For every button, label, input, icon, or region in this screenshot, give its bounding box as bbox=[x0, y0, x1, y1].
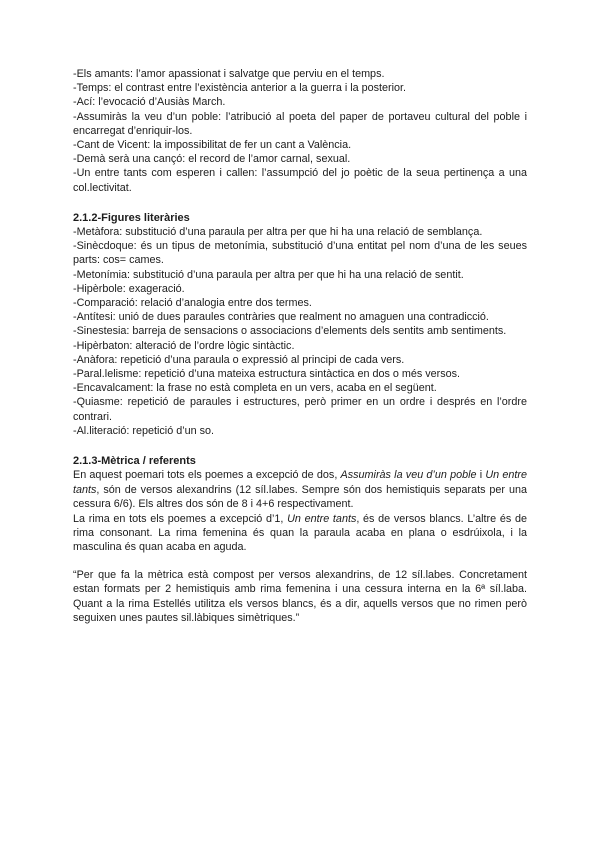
text-run: i bbox=[476, 469, 486, 482]
list-item: -Antítesi: unió de dues paraules contràries que realment no amaguen una contradicció. bbox=[73, 311, 489, 324]
list-item: -Comparació: relació d’analogia entre dos termes. bbox=[73, 297, 312, 310]
figures-list bbox=[73, 225, 527, 438]
list-item: -Els amants: l’amor apassionat i salvatge que perviu en el temps. bbox=[73, 68, 385, 80]
list-item: -Metonímia: substitució d’una paraula per altra per que hi ha una relació de sentit. bbox=[73, 268, 464, 281]
themes-list bbox=[73, 67, 527, 195]
section-heading-metrics: 2.1.3-Mètrica / referents bbox=[73, 455, 196, 468]
text-run: En aquest poemari tots els poemes a excepció de dos, bbox=[73, 469, 341, 482]
list-item: -Hipèrbole: exageració. bbox=[73, 282, 185, 295]
list-item: -Hipèrbaton: alteració de l’ordre lògic sintàctic. bbox=[73, 339, 295, 352]
poem-title: Un entre tants bbox=[287, 512, 357, 525]
list-item: -Encavalcament: la frase no està completa en un vers, acaba en el següent. bbox=[73, 382, 437, 395]
list-item: -Al.literació: repetició d’un so. bbox=[73, 424, 215, 437]
list-item: -Demà serà una cançó: el record de l’amor carnal, sexual. bbox=[73, 153, 351, 166]
quote-paragraph: “Per que fa la mètrica està compost per versos alexandrins, de 12 síl.labes. Concretament estan formats per 2 hemistiquis amb rima femenina i una cessura interna en la 6ª síl.laba. Quant a la rima Estellés utilitza els versos blancs, és a dir, aquells versos que no rimen però seguixen unes pautes sil.làbiques simètriques.” bbox=[73, 568, 527, 624]
list-item: -Un entre tants com esperen i callen: l’assumpció del jo poètic de la seua pertinença a una col.lectivitat. bbox=[73, 167, 527, 194]
list-item: -Assumiràs la veu d’un poble: l’atribució al poeta del paper de portaveu cultural del poble i encarregat d’enriquir-los. bbox=[73, 110, 527, 137]
list-item: -Temps: el contrast entre l’existència anterior a la guerra i la posterior. bbox=[73, 82, 407, 95]
text-run: , són de versos alexandrins (12 síl.labes. Sempre són dos hemistiquis separats per una cessura 6/6). Els altres dos són de 8 i 4+6 respectivament. bbox=[73, 483, 527, 511]
poem-title: Assumiràs la veu d’un poble bbox=[340, 469, 477, 482]
list-item: -Anàfora: repetició d’una paraula o expressió al principi de cada vers. bbox=[73, 353, 405, 366]
metrics-paragraph bbox=[73, 468, 527, 511]
section-heading-figures: 2.1.2-Figures literàries bbox=[73, 211, 190, 224]
list-item: -Paral.lelisme: repetició d’una mateixa estructura sintàctica en dos o més versos. bbox=[73, 368, 461, 381]
text-run: , és de versos blancs. L’altre és de rima consonant. La rima femenina és quan la paraula acaba en plana o esdrúixola, i la masculina és quan acaba en aguda. bbox=[73, 512, 527, 554]
list-item: -Cant de Vicent: la impossibilitat de fer un cant a València. bbox=[73, 139, 352, 152]
list-item: -Quiasme: repetició de paraules i estructures, però primer en un ordre i després en l’ordre contrari. bbox=[73, 396, 527, 423]
text-run: La rima en tots els poemes a excepció d’1, bbox=[73, 512, 288, 525]
list-item: -Metàfora: substitució d’una paraula per altra per que hi ha una relació de semblança. bbox=[73, 226, 483, 239]
list-item: -Sinècdoque: és un tipus de metonímia, substitució d’una entitat pel nom d’una de les seues parts: cos= cames. bbox=[73, 240, 527, 267]
list-item: -Ací: l’evocació d’Ausiàs March. bbox=[73, 96, 226, 109]
rhyme-paragraph bbox=[73, 512, 527, 555]
poem-title: Un entre tants bbox=[73, 469, 527, 496]
list-item: -Sinestesia: barreja de sensacions o associacions d’elements dels sentits amb sentiments. bbox=[73, 325, 507, 338]
